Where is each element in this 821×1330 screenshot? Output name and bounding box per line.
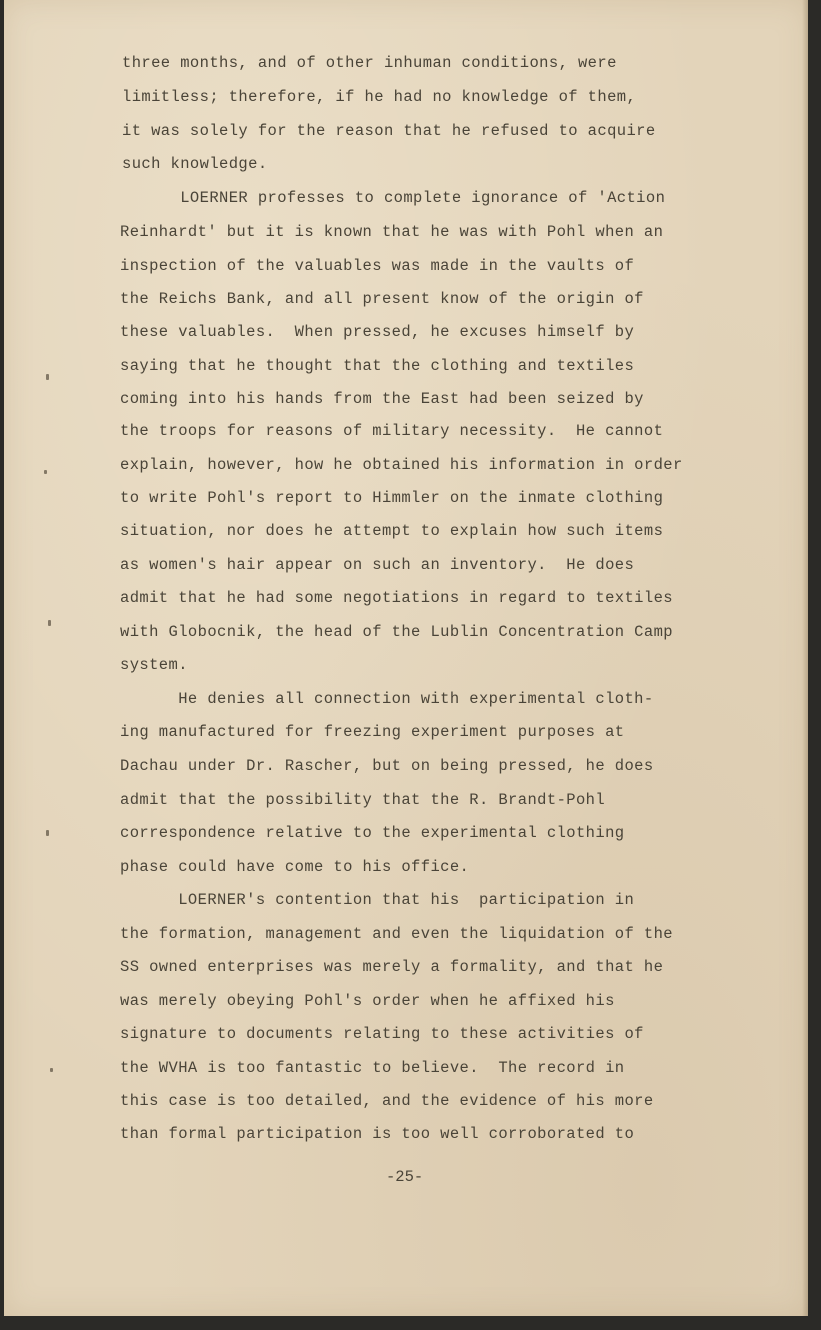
text-line: this case is too detailed, and the evidence of his more xyxy=(120,1092,654,1110)
text-line: Reinhardt' but it is known that he was with Pohl when an xyxy=(120,223,664,241)
text-line: the Reichs Bank, and all present know of the origin of xyxy=(120,290,644,308)
text-line: such knowledge. xyxy=(122,155,268,173)
text-line: than formal participation is too well corroborated to xyxy=(120,1125,635,1143)
text-line: admit that he had some negotiations in regard to textiles xyxy=(120,589,673,607)
text-line: SS owned enterprises was merely a formality, and that he xyxy=(120,958,664,976)
text-line: correspondence relative to the experimental clothing xyxy=(120,824,625,842)
text-line: the troops for reasons of military necessity. He cannot xyxy=(120,422,664,440)
margin-speck xyxy=(50,1068,53,1072)
text-line: the WVHA is too fantastic to believe. The record in xyxy=(120,1059,625,1077)
text-line: as women's hair appear on such an inventory. He does xyxy=(120,556,635,574)
text-line: was merely obeying Pohl's order when he affixed his xyxy=(120,992,615,1010)
text-line: Dachau under Dr. Rascher, but on being pressed, he does xyxy=(120,757,654,775)
text-line: He denies all connection with experimental cloth- xyxy=(120,690,654,708)
text-line: the formation, management and even the liquidation of the xyxy=(120,925,673,943)
text-line: ing manufactured for freezing experiment purposes at xyxy=(120,723,625,741)
margin-speck xyxy=(46,830,49,836)
text-line: LOERNER's contention that his participation in xyxy=(120,891,635,909)
page-number: -25- xyxy=(386,1168,424,1186)
text-line: saying that he thought that the clothing and textiles xyxy=(120,357,635,375)
text-line: phase could have come to his office. xyxy=(120,858,470,876)
margin-speck xyxy=(46,374,49,380)
margin-speck xyxy=(44,470,47,474)
text-line: limitless; therefore, if he had no knowledge of them, xyxy=(122,88,637,106)
text-line: explain, however, how he obtained his information in order xyxy=(120,456,683,474)
text-line: signature to documents relating to these activities of xyxy=(120,1025,644,1043)
document-page xyxy=(4,0,808,1316)
text-line: system. xyxy=(120,656,188,674)
text-line: it was solely for the reason that he refused to acquire xyxy=(122,122,656,140)
text-line: these valuables. When pressed, he excuses himself by xyxy=(120,323,635,341)
text-line: coming into his hands from the East had been seized by xyxy=(120,390,644,408)
text-line: LOERNER professes to complete ignorance of 'Action xyxy=(122,189,666,207)
margin-speck xyxy=(48,620,51,626)
text-line: situation, nor does he attempt to explain how such items xyxy=(120,522,664,540)
text-line: with Globocnik, the head of the Lublin Concentration Camp xyxy=(120,623,673,641)
text-line: inspection of the valuables was made in the vaults of xyxy=(120,257,635,275)
text-line: three months, and of other inhuman conditions, were xyxy=(122,54,617,72)
text-line: to write Pohl's report to Himmler on the inmate clothing xyxy=(120,489,664,507)
text-line: admit that the possibility that the R. Brandt-Pohl xyxy=(120,791,606,809)
